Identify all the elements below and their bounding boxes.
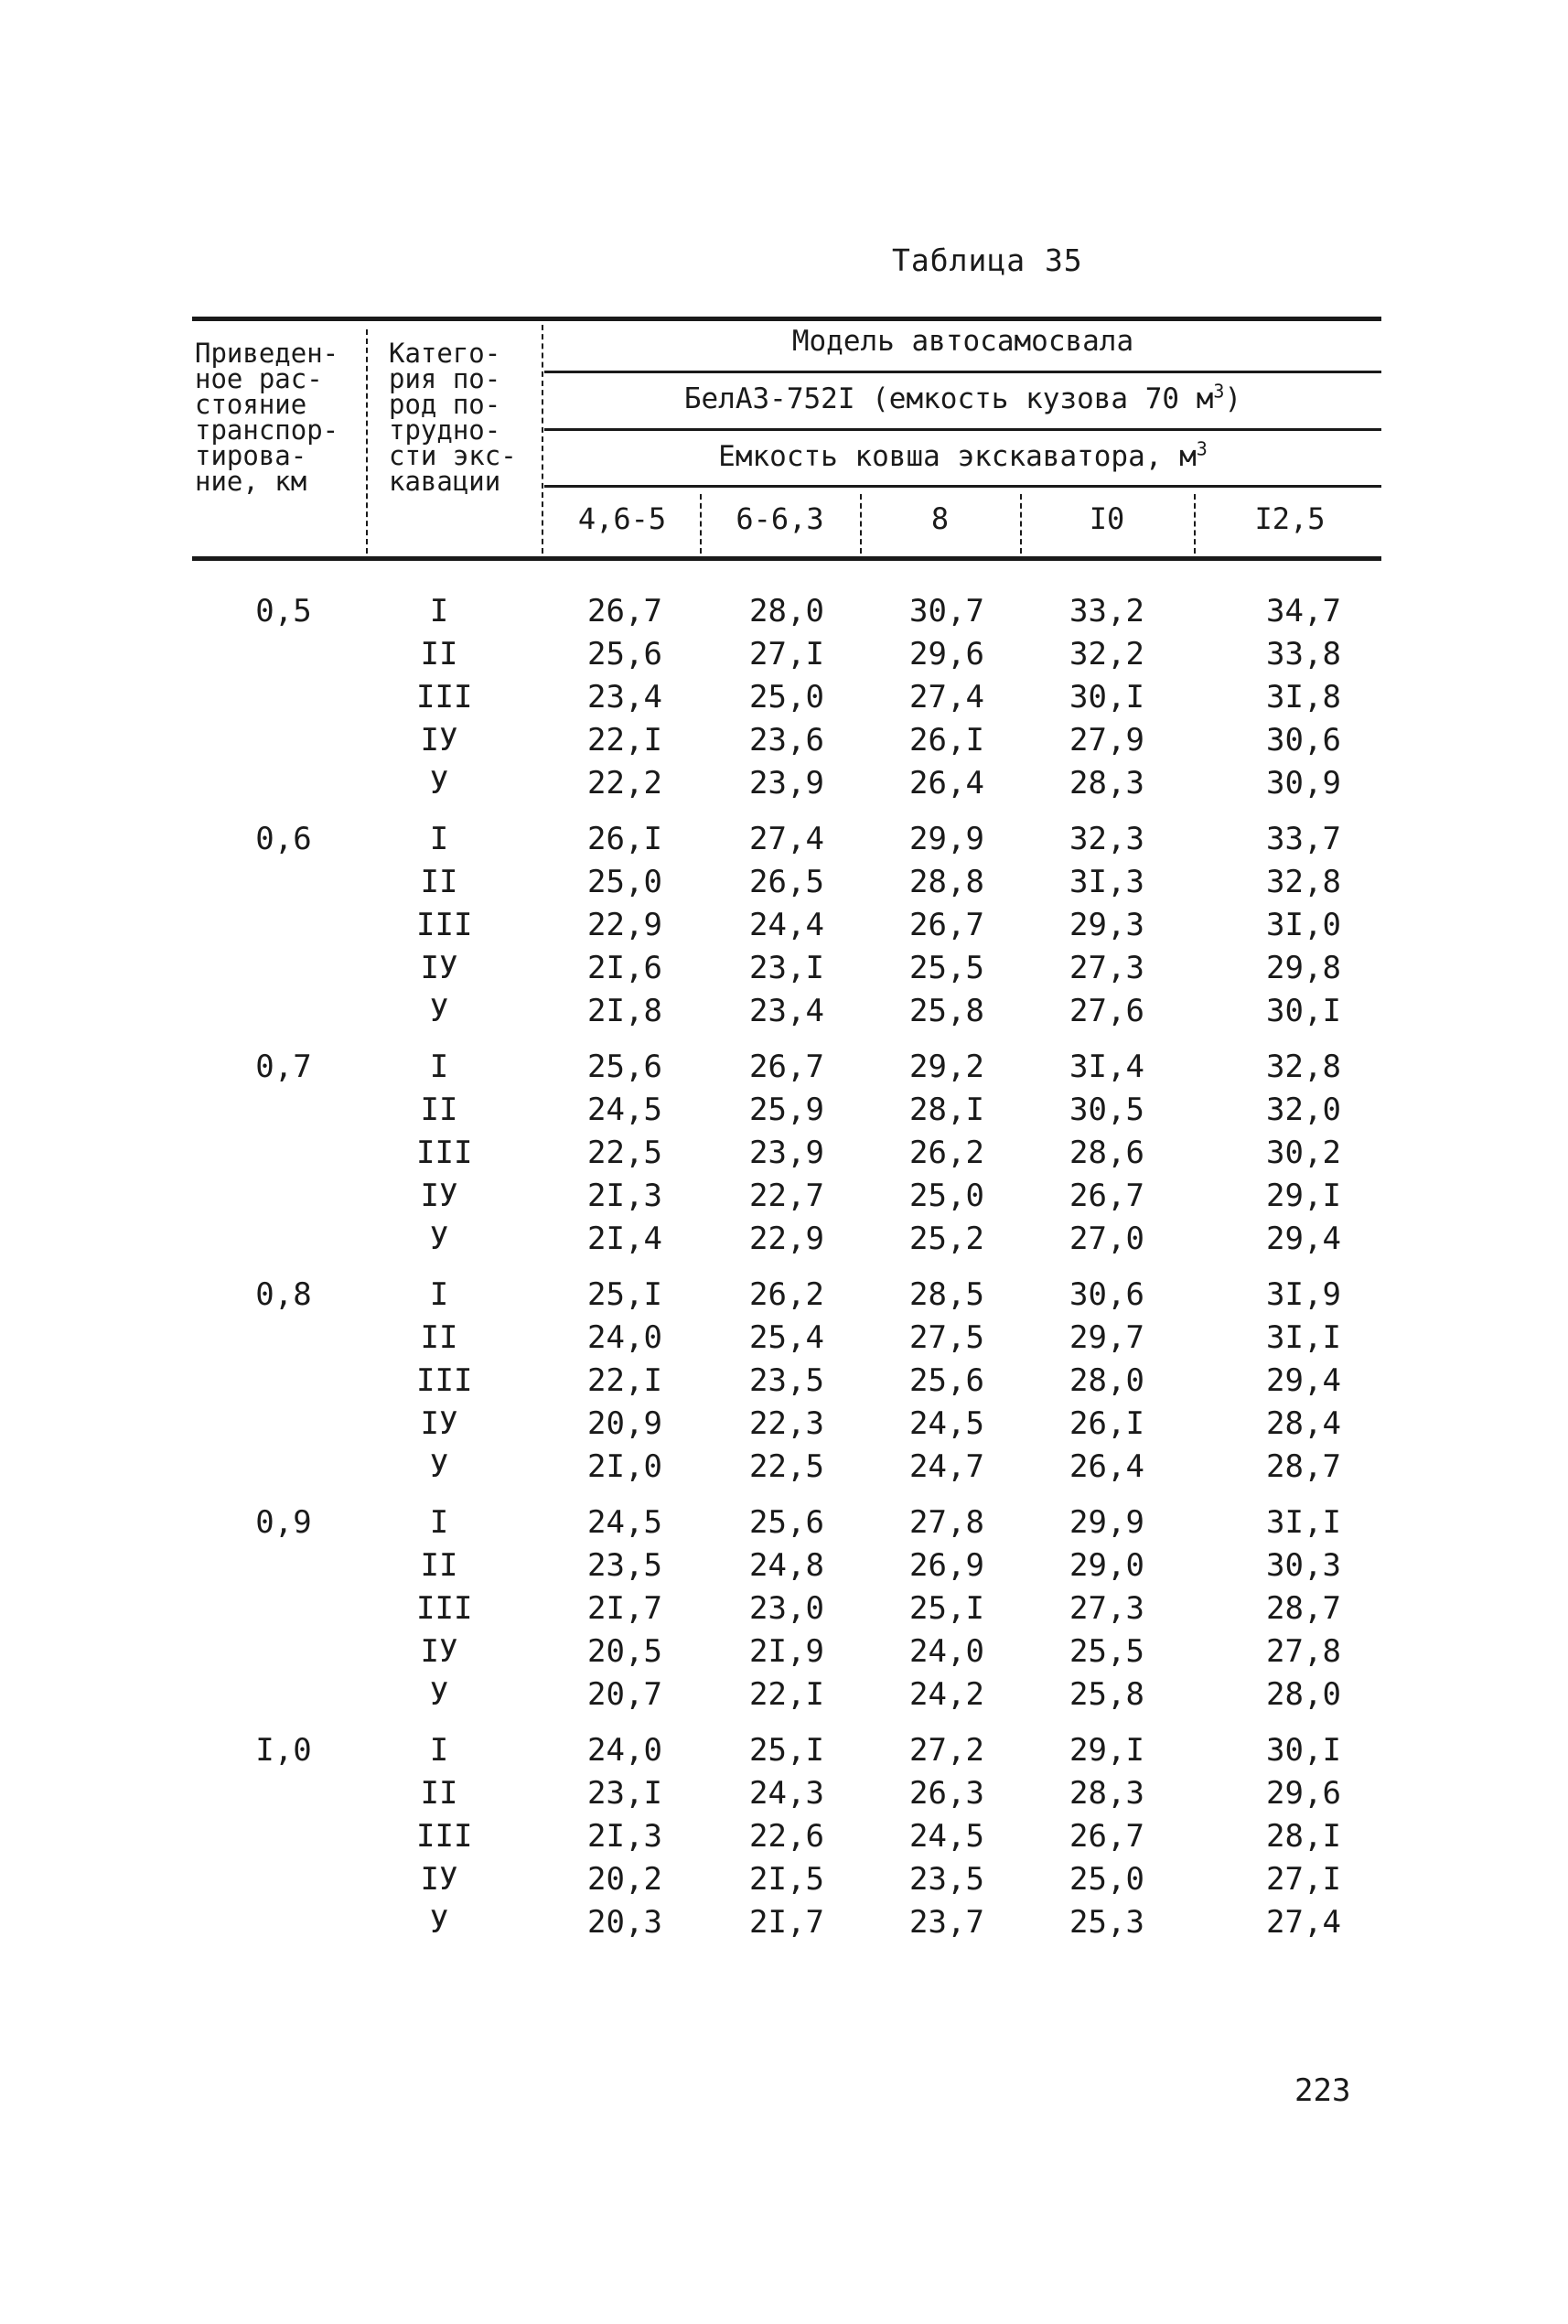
value-cell: 23,5	[587, 1547, 662, 1584]
category-cell: IУ	[420, 1633, 458, 1670]
table-row	[0, 821, 1568, 864]
value-cell: 30,I	[1266, 1732, 1341, 1769]
table-row	[0, 1319, 1568, 1362]
value-cell: 23,0	[749, 1590, 824, 1627]
value-cell: 26,I	[1069, 1405, 1144, 1442]
category-cell: У	[429, 1221, 449, 1257]
value-cell: 26,7	[587, 593, 662, 629]
value-cell: 32,8	[1266, 864, 1341, 900]
category-cell: III	[416, 1818, 473, 1855]
value-cell: 28,I	[909, 1092, 984, 1128]
table-row	[0, 1504, 1568, 1547]
table-row	[0, 722, 1568, 765]
value-cell: 26,7	[1069, 1178, 1144, 1214]
value-cell: 25,6	[749, 1504, 824, 1541]
value-cell: 25,0	[587, 864, 662, 900]
header-model-title: Модель автосамосвала	[791, 325, 1134, 358]
category-cell: У	[429, 765, 449, 802]
value-cell: 28,0	[749, 593, 824, 629]
table-body	[0, 593, 1568, 1960]
category-cell: II	[420, 1092, 458, 1128]
value-cell: 30,3	[1266, 1547, 1341, 1584]
value-cell: 29,2	[909, 1049, 984, 1085]
value-cell: 26,7	[909, 907, 984, 943]
value-cell: 24,3	[749, 1775, 824, 1812]
value-cell: 25,2	[909, 1221, 984, 1257]
table-row	[0, 1861, 1568, 1904]
category-cell: III	[416, 1362, 473, 1399]
value-cell: 23,9	[749, 1135, 824, 1171]
value-cell: 29,6	[909, 636, 984, 672]
value-cell: 27,I	[1266, 1861, 1341, 1898]
bucket-capacity-5: I2,5	[1254, 501, 1326, 536]
value-cell: 20,7	[587, 1676, 662, 1713]
value-cell: 25,6	[587, 1049, 662, 1085]
table-top-rule	[192, 317, 1381, 321]
value-cell: 24,5	[587, 1092, 662, 1128]
category-cell: II	[420, 1775, 458, 1812]
value-cell: 3I,3	[1069, 864, 1144, 900]
value-cell: 24,0	[909, 1633, 984, 1670]
value-cell: 20,9	[587, 1405, 662, 1442]
value-cell: 32,0	[1266, 1092, 1341, 1128]
value-cell: 32,8	[1266, 1049, 1341, 1085]
table-row	[0, 950, 1568, 993]
value-cell: 24,4	[749, 907, 824, 943]
value-cell: 33,7	[1266, 821, 1341, 857]
header-rule-truck	[544, 428, 1381, 431]
value-cell: 25,I	[749, 1732, 824, 1769]
value-cell: 28,0	[1069, 1362, 1144, 1399]
page-number: 223	[1294, 2072, 1351, 2109]
value-cell: 34,7	[1266, 593, 1341, 629]
distance-value: 0,9	[255, 1504, 312, 1541]
bucket-capacity-2: 6-6,3	[736, 501, 824, 536]
table-row	[0, 1221, 1568, 1264]
value-cell: 29,I	[1069, 1732, 1144, 1769]
value-cell: 28,7	[1266, 1590, 1341, 1627]
bucket-capacity-4: I0	[1089, 501, 1125, 536]
value-cell: 24,7	[909, 1448, 984, 1485]
col-divider-6	[1194, 494, 1196, 554]
header-rule-model	[544, 371, 1381, 373]
category-cell: II	[420, 1547, 458, 1584]
value-cell: 23,6	[749, 722, 824, 759]
value-cell: 25,6	[587, 636, 662, 672]
value-cell: 26,I	[909, 722, 984, 759]
value-cell: 22,I	[587, 1362, 662, 1399]
table-row	[0, 907, 1568, 950]
category-cell: III	[416, 679, 473, 715]
value-cell: 27,8	[1266, 1633, 1341, 1670]
value-cell: 2I,7	[587, 1590, 662, 1627]
table-row	[0, 1276, 1568, 1319]
value-cell: 29,9	[1069, 1504, 1144, 1541]
value-cell: 26,5	[749, 864, 824, 900]
value-cell: 3I,I	[1266, 1504, 1341, 1541]
table-row	[0, 1775, 1568, 1818]
value-cell: 27,3	[1069, 1590, 1144, 1627]
category-cell: II	[420, 864, 458, 900]
value-cell: 29,0	[1069, 1547, 1144, 1584]
header-bucket-title	[544, 437, 1381, 473]
value-cell: 26,7	[1069, 1818, 1144, 1855]
value-cell: 3I,9	[1266, 1276, 1341, 1313]
value-cell: 2I,6	[587, 950, 662, 986]
value-cell: 28,4	[1266, 1405, 1341, 1442]
value-cell: 25,I	[909, 1590, 984, 1627]
value-cell: 2I,0	[587, 1448, 662, 1485]
value-cell: 32,3	[1069, 821, 1144, 857]
category-cell: I	[429, 1732, 449, 1769]
table-row	[0, 1135, 1568, 1178]
value-cell: 28,3	[1069, 765, 1144, 802]
category-cell: У	[429, 1448, 449, 1485]
value-cell: 26,2	[909, 1135, 984, 1171]
table-row	[0, 679, 1568, 722]
table-row	[0, 765, 1568, 808]
value-cell: 27,0	[1069, 1221, 1144, 1257]
value-cell: 24,5	[909, 1818, 984, 1855]
category-cell: II	[420, 636, 458, 672]
category-cell: У	[429, 1904, 449, 1941]
value-cell: 27,4	[749, 821, 824, 857]
value-cell: 23,I	[587, 1775, 662, 1812]
header-distance: Приведен- ное рас- стояние транспор- тирова- ние, км	[195, 338, 339, 497]
value-cell: 27,I	[749, 636, 824, 672]
category-cell: III	[416, 907, 473, 943]
value-cell: 2I,3	[587, 1178, 662, 1214]
value-cell: 25,9	[749, 1092, 824, 1128]
value-cell: 32,2	[1069, 636, 1144, 672]
value-cell: 25,0	[909, 1178, 984, 1214]
table-row	[0, 1633, 1568, 1676]
value-cell: 29,6	[1266, 1775, 1341, 1812]
table-row	[0, 1732, 1568, 1775]
value-cell: 27,5	[909, 1319, 984, 1356]
value-cell: 27,4	[1266, 1904, 1341, 1941]
category-cell: I	[429, 1049, 449, 1085]
col-divider-2	[542, 325, 543, 554]
bucket-title-text: Емкость ковша экскаватора, м	[718, 440, 1197, 473]
value-cell: 25,0	[749, 679, 824, 715]
value-cell: 24,5	[587, 1504, 662, 1541]
bucket-capacity-3: 8	[930, 501, 950, 536]
truck-model-end: )	[1224, 382, 1242, 415]
table-row	[0, 1405, 1568, 1448]
value-cell: 30,6	[1266, 722, 1341, 759]
value-cell: 30,9	[1266, 765, 1341, 802]
value-cell: 26,7	[749, 1049, 824, 1085]
col-divider-1	[366, 329, 368, 554]
distance-value: I,0	[255, 1732, 312, 1769]
value-cell: 2I,7	[749, 1904, 824, 1941]
value-cell: 22,I	[587, 722, 662, 759]
value-cell: 28,I	[1266, 1818, 1341, 1855]
category-cell: I	[429, 821, 449, 857]
value-cell: 25,I	[587, 1276, 662, 1313]
value-cell: 24,0	[587, 1732, 662, 1769]
value-cell: 22,6	[749, 1818, 824, 1855]
col-divider-3	[700, 494, 702, 554]
distance-group	[0, 1049, 1568, 1276]
value-cell: 2I,5	[749, 1861, 824, 1898]
distance-value: 0,6	[255, 821, 312, 857]
header-truck-model	[544, 382, 1381, 415]
value-cell: 28,8	[909, 864, 984, 900]
value-cell: 27,6	[1069, 993, 1144, 1029]
table-row	[0, 1590, 1568, 1633]
value-cell: 30,2	[1266, 1135, 1341, 1171]
value-cell: 2I,3	[587, 1818, 662, 1855]
value-cell: 22,9	[749, 1221, 824, 1257]
value-cell: 20,2	[587, 1861, 662, 1898]
value-cell: 26,4	[909, 765, 984, 802]
value-cell: 2I,9	[749, 1633, 824, 1670]
bucket-title-sup: 3	[1196, 437, 1208, 460]
value-cell: 26,3	[909, 1775, 984, 1812]
category-cell: IУ	[420, 1861, 458, 1898]
table-row	[0, 1049, 1568, 1092]
category-cell: III	[416, 1135, 473, 1171]
table-row	[0, 993, 1568, 1036]
table-row	[0, 1448, 1568, 1491]
value-cell: 22,7	[749, 1178, 824, 1214]
value-cell: 29,8	[1266, 950, 1341, 986]
value-cell: 29,I	[1266, 1178, 1341, 1214]
value-cell: 3I,I	[1266, 1319, 1341, 1356]
value-cell: 26,9	[909, 1547, 984, 1584]
value-cell: 20,5	[587, 1633, 662, 1670]
value-cell: 27,3	[1069, 950, 1144, 986]
category-cell: IУ	[420, 1178, 458, 1214]
value-cell: 22,5	[587, 1135, 662, 1171]
value-cell: 25,5	[909, 950, 984, 986]
distance-value: 0,7	[255, 1049, 312, 1085]
distance-group	[0, 1504, 1568, 1732]
value-cell: 27,4	[909, 679, 984, 715]
value-cell: 29,4	[1266, 1362, 1341, 1399]
value-cell: 27,2	[909, 1732, 984, 1769]
value-cell: 25,0	[1069, 1861, 1144, 1898]
category-cell: IУ	[420, 1405, 458, 1442]
value-cell: 33,8	[1266, 636, 1341, 672]
col-divider-4	[860, 494, 862, 554]
truck-model-sup: 3	[1213, 380, 1225, 403]
value-cell: 23,4	[587, 679, 662, 715]
value-cell: 25,8	[909, 993, 984, 1029]
value-cell: 25,6	[909, 1362, 984, 1399]
value-cell: 22,3	[749, 1405, 824, 1442]
table-row	[0, 864, 1568, 907]
value-cell: 27,8	[909, 1504, 984, 1541]
category-cell: IУ	[420, 950, 458, 986]
value-cell: 3I,4	[1069, 1049, 1144, 1085]
value-cell: 24,5	[909, 1405, 984, 1442]
category-cell: У	[429, 1676, 449, 1713]
category-cell: IУ	[420, 722, 458, 759]
value-cell: 29,7	[1069, 1319, 1144, 1356]
truck-model-text: БелАЗ-752I (емкость кузова 70 м	[683, 382, 1214, 415]
value-cell: 22,I	[749, 1676, 824, 1713]
distance-value: 0,8	[255, 1276, 312, 1313]
table-row	[0, 1547, 1568, 1590]
table-row	[0, 1178, 1568, 1221]
value-cell: 26,I	[587, 821, 662, 857]
table-row	[0, 1362, 1568, 1405]
header-category: Катего- рия по- род по- трудно- сти экс- кавации	[389, 338, 517, 497]
value-cell: 30,I	[1069, 679, 1144, 715]
value-cell: 28,6	[1069, 1135, 1144, 1171]
value-cell: 30,7	[909, 593, 984, 629]
value-cell: 23,5	[909, 1861, 984, 1898]
value-cell: 23,4	[749, 993, 824, 1029]
value-cell: 20,3	[587, 1904, 662, 1941]
value-cell: 25,3	[1069, 1904, 1144, 1941]
table-row	[0, 1092, 1568, 1135]
category-cell: III	[416, 1590, 473, 1627]
value-cell: 30,6	[1069, 1276, 1144, 1313]
distance-group	[0, 1732, 1568, 1960]
bucket-capacity-1: 4,6-5	[577, 501, 667, 536]
value-cell: 33,2	[1069, 593, 1144, 629]
value-cell: 22,9	[587, 907, 662, 943]
value-cell: 29,4	[1266, 1221, 1341, 1257]
value-cell: 24,0	[587, 1319, 662, 1356]
distance-group	[0, 1276, 1568, 1504]
value-cell: 23,I	[749, 950, 824, 986]
value-cell: 2I,8	[587, 993, 662, 1029]
value-cell: 28,5	[909, 1276, 984, 1313]
value-cell: 3I,8	[1266, 679, 1341, 715]
value-cell: 25,5	[1069, 1633, 1144, 1670]
value-cell: 23,7	[909, 1904, 984, 1941]
value-cell: 30,I	[1266, 993, 1341, 1029]
header-bottom-rule	[192, 556, 1381, 561]
table-row	[0, 1676, 1568, 1719]
category-cell: I	[429, 1504, 449, 1541]
value-cell: 26,4	[1069, 1448, 1144, 1485]
distance-group	[0, 593, 1568, 821]
value-cell: 28,0	[1266, 1676, 1341, 1713]
value-cell: 24,8	[749, 1547, 824, 1584]
header-rule-bucket	[544, 485, 1381, 488]
value-cell: 22,5	[749, 1448, 824, 1485]
value-cell: 29,9	[909, 821, 984, 857]
table-row	[0, 593, 1568, 636]
value-cell: 23,5	[749, 1362, 824, 1399]
category-cell: I	[429, 1276, 449, 1313]
value-cell: 22,2	[587, 765, 662, 802]
value-cell: 25,8	[1069, 1676, 1144, 1713]
value-cell: 23,9	[749, 765, 824, 802]
value-cell: 30,5	[1069, 1092, 1144, 1128]
value-cell: 2I,4	[587, 1221, 662, 1257]
value-cell: 28,7	[1266, 1448, 1341, 1485]
category-cell: II	[420, 1319, 458, 1356]
category-cell: У	[429, 993, 449, 1029]
col-divider-5	[1020, 494, 1022, 554]
table-row	[0, 1904, 1568, 1947]
distance-group	[0, 821, 1568, 1049]
distance-value: 0,5	[255, 593, 312, 629]
value-cell: 28,3	[1069, 1775, 1144, 1812]
table-row	[0, 636, 1568, 679]
table-row	[0, 1818, 1568, 1861]
value-cell: 25,4	[749, 1319, 824, 1356]
value-cell: 27,9	[1069, 722, 1144, 759]
value-cell: 3I,0	[1266, 907, 1341, 943]
value-cell: 24,2	[909, 1676, 984, 1713]
category-cell: I	[429, 593, 449, 629]
value-cell: 26,2	[749, 1276, 824, 1313]
table-caption: Таблица 35	[892, 242, 1083, 278]
value-cell: 29,3	[1069, 907, 1144, 943]
